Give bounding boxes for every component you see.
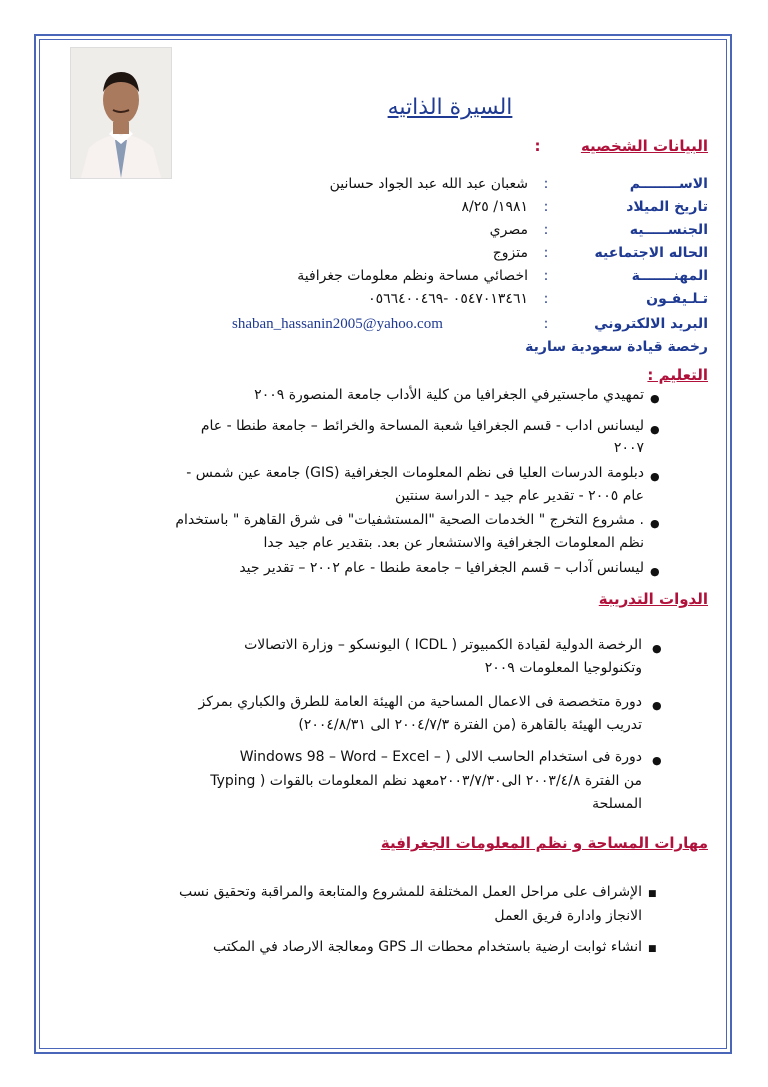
colon-phone: : (543, 291, 549, 307)
colon-birthdate: : (543, 199, 549, 215)
personal-heading-text: البيانات الشخصيه (580, 137, 708, 155)
value-birthdate: ١٩٨١/ ٨/٢٥ (461, 199, 528, 215)
page-title: السيرة الذاتيه (387, 95, 513, 120)
edu-item-2-line-1: ليسانس اداب - قسم الجغرافيا شعبة المساحة والخرائط – جامعة طنطا - عام (200, 418, 644, 434)
training-item-1-line-2: وتكنولوجيا المعلومات ٢٠٠٩ (484, 660, 642, 676)
skill-item-1-line-1: الإشراف على مراحل العمل المختلفة للمشروع والمتابعة والمراقبة وتحقيق نسب (179, 884, 642, 900)
training-heading: الدوات التدريبة (598, 590, 708, 608)
training-item-3-line-3: المسلحة (592, 796, 642, 812)
colon-name: : (543, 176, 549, 192)
bullet-icon: ● (650, 517, 660, 530)
value-profession: اخصائي مساحة ونظم معلومات جغرافية (297, 268, 528, 284)
training-item-3-line-2: Typing ) من الفترة ٢٠٠٣/٤/٨ الى٢٠٠٣/٧/٣٠معهد نظم المعلومات بالقوات (210, 773, 642, 789)
value-marital: متزوج (492, 245, 528, 261)
training-item-3-line-1: دورة فى استخدام الحاسب الالى ( – Windows 98 – Word – Excel (239, 749, 642, 765)
label-name: الاســــــــم (629, 176, 708, 192)
personal-heading-colon: : (534, 137, 541, 155)
bullet-icon: ● (652, 754, 662, 767)
skill-item-1-line-2: الانجاز وادارة فريق العمل (494, 908, 642, 924)
skill-item-2: انشاء ثوابت ارضية باستخدام محطات الـ GPS ومعالجة الارصاد في المكتب (213, 939, 642, 955)
value-name-text: شعبان عبد الله عبد الجواد حسانين (329, 176, 528, 192)
square-bullet-icon: ■ (648, 889, 657, 899)
edu-item-1: تمهيدي ماجستيرفي الجغرافيا من كلية الأداب جامعة المنصورة ٢٠٠٩ (254, 387, 644, 403)
bullet-icon: ● (650, 565, 660, 578)
value-name (330, 176, 528, 192)
value-email[interactable]: shaban_hassanin2005@yahoo.com (232, 316, 443, 332)
profile-photo (70, 47, 172, 179)
bullet-icon: ● (650, 392, 660, 405)
bullet-icon: ● (650, 470, 660, 483)
edu-item-3-line-2: عام ٢٠٠٥ - تقدير عام جيد - الدراسة سنتين (395, 488, 644, 504)
edu-item-3-line-1: دبلومة الدرسات العليا فى نظم المعلومات الجغرافية (GIS) جامعة عين شمس - (186, 465, 644, 481)
education-heading: التعليم : (647, 366, 708, 384)
label-profession: المهنـــــــة (631, 268, 708, 284)
label-marital: الحاله الاجتماعيه (594, 245, 708, 261)
training-item-2-line-1: دورة متخصصة فى الاعمال المساحية من الهيئة العامة للطرق والكباري بمركز (198, 694, 642, 710)
value-nationality: مصري (489, 222, 528, 238)
skills-heading: مهارات المساحة و نظم المعلومات الجغرافية (380, 834, 708, 852)
colon-marital: : (543, 245, 549, 261)
license-line: رخصة قيادة سعودية سارية (525, 339, 708, 355)
bullet-icon: ● (652, 642, 662, 655)
value-phone: ٠٥٤٧٠١٣٤٦١ -٠٥٦٦٤٠٠٤٦٩ (368, 291, 528, 307)
colon-nationality: : (543, 222, 549, 238)
personal-heading (534, 137, 708, 155)
edu-item-2-line-2: ٢٠٠٧ (613, 440, 644, 456)
training-item-1-line-1: الرخصة الدولية لقيادة الكمبيوتر ( ICDL ) اليونسكو – وزارة الاتصالات (244, 637, 642, 653)
label-phone: تـلـيفـون (646, 291, 708, 307)
label-birthdate: تاريخ الميلاد (626, 199, 708, 215)
square-bullet-icon: ■ (648, 944, 657, 954)
label-email: البريد الالكتروني (594, 316, 708, 332)
edu-item-4-line-1: . مشروع التخرج " الخدمات الصحية "المستشفيات" فى شرق القاهرة " باستخدام (175, 512, 644, 528)
edu-item-5: ليسانس آداب – قسم الجغرافيا – جامعة طنطا - عام ٢٠٠٢ – تقدير جيد (239, 560, 644, 576)
colon-email: : (543, 316, 549, 332)
label-nationality: الجنســـــيه (629, 222, 708, 238)
bullet-icon: ● (652, 699, 662, 712)
edu-item-4-line-2: نظم المعلومات الجغرافية والاستشعار عن بعد. بتقدير عام جيد جدا (263, 535, 644, 551)
training-item-2-line-2: تدريب الهيئة بالقاهرة (من الفترة ٢٠٠٤/٧/٣ الى ٢٠٠٤/٨/٣١) (298, 717, 642, 733)
bullet-icon: ● (650, 423, 660, 436)
colon-profession: : (543, 268, 549, 284)
